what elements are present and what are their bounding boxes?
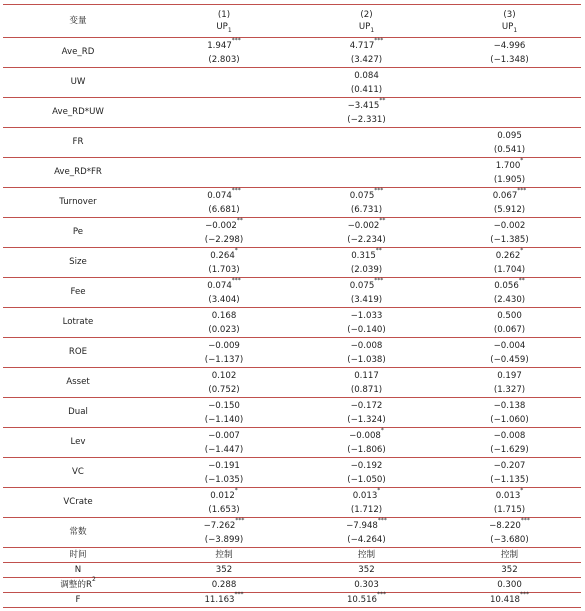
- header-column-3: [438, 5, 581, 38]
- significance-stars: ***: [520, 591, 530, 598]
- coefficient-cell: [295, 278, 438, 308]
- column-number: (2): [360, 10, 373, 20]
- significance-stars: ***: [374, 186, 384, 194]
- t-statistic: (5.912): [493, 204, 526, 215]
- coefficient-value: −0.172: [350, 400, 383, 411]
- coefficient-value: [295, 159, 438, 173]
- coefficient-cell: [438, 458, 581, 488]
- t-statistic: (−4.264): [347, 534, 386, 545]
- table-body: [3, 5, 581, 608]
- coefficient-cell: [438, 128, 581, 158]
- coefficient-value: −0.008: [493, 430, 526, 441]
- statistic-name: 调整的$R^2$: [3, 578, 153, 593]
- coefficient-value: 0.075***: [349, 276, 384, 291]
- variable-name: Ave_RD: [3, 38, 153, 68]
- coefficient-cell: [295, 398, 438, 428]
- coefficient-cell: [438, 158, 581, 188]
- coefficient-cell: [153, 278, 295, 308]
- significance-stars: ***: [520, 516, 530, 524]
- dependent-variable: $UP_1$: [501, 22, 518, 34]
- coefficient-cell: [438, 248, 581, 278]
- variable-name: VC: [3, 458, 153, 488]
- coefficient-value: 0.067***: [492, 186, 527, 201]
- coefficient-value: −0.150: [208, 400, 240, 411]
- summary-row: [3, 593, 581, 608]
- coefficient-cell: [295, 98, 438, 128]
- t-statistic: (1.703): [208, 264, 240, 275]
- coefficient-cell: [295, 428, 438, 458]
- coefficient-value: −0.007: [208, 430, 240, 441]
- t-statistic: (−1.050): [347, 474, 386, 485]
- t-statistic: (0.411): [350, 84, 383, 95]
- t-statistic: (1.905): [493, 174, 526, 185]
- coefficient-cell: [438, 218, 581, 248]
- coefficient-value: 0.117: [354, 370, 379, 381]
- t-statistic: [438, 113, 581, 127]
- coefficient-cell: [438, 488, 581, 518]
- column-number: (1): [217, 10, 231, 20]
- t-statistic: (−1.348): [490, 54, 529, 65]
- table-row: [3, 248, 581, 278]
- significance-stars: **: [379, 216, 386, 224]
- coefficient-cell: [153, 128, 295, 158]
- significance-stars: **: [236, 216, 243, 224]
- significance-stars: ***: [377, 591, 387, 598]
- variable-name: UW: [3, 68, 153, 98]
- significance-stars: **: [379, 96, 386, 104]
- coefficient-cell: [153, 518, 295, 548]
- coefficient-value: 0.074***: [207, 276, 241, 291]
- dependent-variable: $UP_1$: [358, 22, 375, 34]
- table-row: [3, 128, 581, 158]
- coefficient-cell: [153, 158, 295, 188]
- header-variable-label: 变量: [3, 5, 153, 38]
- coefficient-cell: [153, 68, 295, 98]
- summary-row: [3, 548, 581, 563]
- t-statistic: (6.731): [350, 204, 383, 215]
- coefficient-value: −0.008: [350, 340, 383, 351]
- t-statistic: [153, 113, 295, 127]
- t-statistic: (−1.060): [490, 414, 529, 425]
- statistic-value: 控制: [438, 548, 581, 563]
- variable-name: Dual: [3, 398, 153, 428]
- variable-name: Asset: [3, 368, 153, 398]
- variable-name: Fee: [3, 278, 153, 308]
- coefficient-cell: [438, 278, 581, 308]
- significance-stars: **: [375, 246, 382, 254]
- t-statistic: (3.427): [350, 54, 383, 65]
- coefficient-value: −3.415**: [347, 96, 386, 111]
- coefficient-value: −7.262***: [203, 516, 245, 531]
- dependent-variable: $UP_1$: [216, 22, 232, 34]
- table-row: [3, 158, 581, 188]
- coefficient-value: 0.197: [497, 370, 522, 381]
- table-row: [3, 68, 581, 98]
- coefficient-value: −0.207: [493, 460, 526, 471]
- variable-name: Ave_RD*FR: [3, 158, 153, 188]
- coefficient-value: −1.033: [350, 310, 383, 321]
- significance-stars: ***: [231, 276, 241, 284]
- coefficient-cell: [153, 38, 295, 68]
- statistic-name: N: [3, 563, 153, 578]
- significance-stars: *: [377, 486, 381, 494]
- coefficient-cell: [153, 248, 295, 278]
- t-statistic: (−0.140): [347, 324, 386, 335]
- statistic-value: 0.288: [153, 578, 295, 593]
- table-row: [3, 368, 581, 398]
- t-statistic: (−1.629): [490, 444, 529, 455]
- coefficient-value: −0.192: [350, 460, 383, 471]
- coefficient-cell: [295, 158, 438, 188]
- t-statistic: (−1.038): [347, 354, 386, 365]
- t-statistic: (2.803): [208, 54, 240, 65]
- significance-stars: ***: [374, 36, 384, 44]
- coefficient-cell: [295, 68, 438, 98]
- coefficient-cell: [438, 518, 581, 548]
- coefficient-value: 0.013*: [495, 486, 524, 501]
- t-statistic: (0.871): [350, 384, 383, 395]
- header-column-2: [295, 5, 438, 38]
- t-statistic: [295, 143, 438, 157]
- t-statistic: (0.752): [208, 384, 240, 395]
- significance-stars: **: [518, 276, 525, 284]
- significance-stars: *: [234, 246, 238, 254]
- coefficient-value: 0.264*: [210, 246, 238, 261]
- statistic-name: 时间: [3, 548, 153, 563]
- coefficient-cell: [153, 428, 295, 458]
- statistic-value: 0.303: [295, 578, 438, 593]
- coefficient-value: 0.056**: [494, 276, 525, 291]
- significance-stars: *: [520, 486, 524, 494]
- significance-stars: ***: [374, 276, 384, 284]
- coefficient-cell: [153, 218, 295, 248]
- coefficient-value: [153, 69, 295, 83]
- coefficient-value: −7.948***: [346, 516, 387, 531]
- significance-stars: ***: [235, 516, 245, 524]
- t-statistic: (2.039): [350, 264, 383, 275]
- statistic-value: 352: [153, 563, 295, 578]
- significance-stars: *: [234, 486, 238, 494]
- significance-stars: ***: [231, 36, 241, 44]
- regression-table: [3, 4, 581, 608]
- t-statistic: (−2.234): [347, 234, 386, 245]
- coefficient-cell: [295, 488, 438, 518]
- coefficient-value: −0.004: [493, 340, 526, 351]
- coefficient-cell: [153, 338, 295, 368]
- t-statistic: (0.541): [493, 144, 526, 155]
- table-row: [3, 398, 581, 428]
- variable-name: Ave_RD*UW: [3, 98, 153, 128]
- t-statistic: (1.715): [493, 504, 526, 515]
- table-row: [3, 278, 581, 308]
- header-row: [3, 5, 581, 38]
- coefficient-value: [153, 99, 295, 113]
- t-statistic: (−1.137): [204, 354, 244, 365]
- coefficient-cell: [295, 38, 438, 68]
- t-statistic: [153, 173, 295, 187]
- coefficient-cell: [295, 338, 438, 368]
- coefficient-cell: [295, 248, 438, 278]
- variable-name: ROE: [3, 338, 153, 368]
- t-statistic: [295, 173, 438, 187]
- coefficient-value: 0.012*: [210, 486, 238, 501]
- variable-name: Turnover: [3, 188, 153, 218]
- variable-name: Size: [3, 248, 153, 278]
- coefficient-value: 4.717***: [349, 36, 384, 51]
- coefficient-value: [438, 99, 581, 113]
- coefficient-value: 0.084: [354, 70, 379, 81]
- significance-stars: ***: [234, 591, 244, 598]
- statistic-value: 控制: [295, 548, 438, 563]
- statistic-value: 352: [438, 563, 581, 578]
- significance-stars: *: [520, 156, 524, 164]
- coefficient-cell: [438, 428, 581, 458]
- coefficient-value: 1.947***: [207, 36, 241, 51]
- coefficient-value: −0.191: [208, 460, 240, 471]
- coefficient-cell: [153, 368, 295, 398]
- t-statistic: [438, 83, 581, 97]
- t-statistic: [153, 143, 295, 157]
- column-number: (3): [503, 10, 516, 20]
- coefficient-cell: [153, 188, 295, 218]
- table-row: [3, 518, 581, 548]
- coefficient-value: 1.700*: [495, 156, 524, 171]
- table-row: [3, 218, 581, 248]
- variable-name: 常数: [3, 518, 153, 548]
- coefficient-value: 0.013*: [352, 486, 381, 501]
- coefficient-value: 0.500: [497, 310, 522, 321]
- coefficient-cell: [153, 98, 295, 128]
- table-row: [3, 488, 581, 518]
- t-statistic: (−3.680): [490, 534, 529, 545]
- coefficient-value: 0.262*: [495, 246, 524, 261]
- t-statistic: (−1.135): [490, 474, 529, 485]
- coefficient-value: −0.008*: [349, 426, 384, 441]
- coefficient-cell: [295, 368, 438, 398]
- statistic-value: 10.418***: [438, 593, 581, 608]
- coefficient-cell: [153, 398, 295, 428]
- coefficient-cell: [438, 98, 581, 128]
- table-row: [3, 188, 581, 218]
- variable-name: VCrate: [3, 488, 153, 518]
- coefficient-cell: [295, 518, 438, 548]
- t-statistic: (0.067): [493, 324, 526, 335]
- coefficient-cell: [295, 308, 438, 338]
- t-statistic: (−1.035): [204, 474, 244, 485]
- table-row: [3, 428, 581, 458]
- t-statistic: (0.023): [208, 324, 240, 335]
- coefficient-value: 0.168: [211, 310, 237, 321]
- coefficient-value: 0.102: [211, 370, 237, 381]
- coefficient-cell: [295, 128, 438, 158]
- coefficient-cell: [438, 68, 581, 98]
- coefficient-value: 0.315**: [351, 246, 382, 261]
- t-statistic: (3.419): [350, 294, 383, 305]
- t-statistic: (1.653): [208, 504, 240, 515]
- t-statistic: (3.404): [208, 294, 240, 305]
- coefficient-value: [153, 159, 295, 173]
- statistic-value: 0.300: [438, 578, 581, 593]
- t-statistic: (−1.806): [347, 444, 386, 455]
- coefficient-value: [295, 129, 438, 143]
- variable-name: Lotrate: [3, 308, 153, 338]
- coefficient-value: 0.095: [497, 130, 522, 141]
- coefficient-value: [153, 129, 295, 143]
- coefficient-value: −4.996: [493, 40, 526, 51]
- coefficient-cell: [295, 218, 438, 248]
- statistic-name: F: [3, 593, 153, 608]
- statistic-value: 11.163***: [153, 593, 295, 608]
- variable-name: FR: [3, 128, 153, 158]
- table-row: [3, 38, 581, 68]
- significance-stars: ***: [377, 516, 387, 524]
- t-statistic: (1.712): [350, 504, 383, 515]
- statistic-value: 10.516***: [295, 593, 438, 608]
- coefficient-value: 0.074***: [207, 186, 241, 201]
- t-statistic: (−3.899): [204, 534, 244, 545]
- table-row: [3, 308, 581, 338]
- table-row: [3, 458, 581, 488]
- coefficient-cell: [153, 488, 295, 518]
- coefficient-cell: [438, 188, 581, 218]
- t-statistic: (6.681): [208, 204, 240, 215]
- variable-name: Pe: [3, 218, 153, 248]
- coefficient-cell: [438, 398, 581, 428]
- t-statistic: (−1.140): [204, 414, 244, 425]
- coefficient-cell: [438, 338, 581, 368]
- significance-stars: *: [520, 246, 524, 254]
- coefficient-cell: [438, 308, 581, 338]
- t-statistic: (−0.459): [490, 354, 529, 365]
- coefficient-value: 0.075***: [349, 186, 384, 201]
- statistic-value: 控制: [153, 548, 295, 563]
- coefficient-cell: [295, 188, 438, 218]
- coefficient-value: −0.009: [208, 340, 240, 351]
- significance-stars: *: [380, 426, 384, 434]
- coefficient-cell: [153, 458, 295, 488]
- coefficient-cell: [438, 368, 581, 398]
- coefficient-value: [438, 69, 581, 83]
- coefficient-value: −0.002**: [205, 216, 243, 231]
- t-statistic: (−1.324): [347, 414, 386, 425]
- variable-name: Lev: [3, 428, 153, 458]
- coefficient-value: −0.002**: [347, 216, 386, 231]
- significance-stars: ***: [517, 186, 527, 194]
- table-row: [3, 98, 581, 128]
- coefficient-value: −8.220***: [489, 516, 530, 531]
- summary-row: [3, 578, 581, 593]
- coefficient-cell: [153, 308, 295, 338]
- statistic-value: 352: [295, 563, 438, 578]
- coefficient-cell: [438, 38, 581, 68]
- coefficient-value: −0.002: [493, 220, 526, 231]
- t-statistic: (2.430): [493, 294, 526, 305]
- t-statistic: [153, 83, 295, 97]
- header-column-1: [153, 5, 295, 38]
- coefficient-cell: [295, 458, 438, 488]
- t-statistic: (−2.298): [204, 234, 244, 245]
- coefficient-value: −0.138: [493, 400, 526, 411]
- t-statistic: (−2.331): [347, 114, 386, 125]
- t-statistic: (1.704): [493, 264, 526, 275]
- significance-stars: ***: [231, 186, 241, 194]
- t-statistic: (1.327): [493, 384, 526, 395]
- summary-row: [3, 563, 581, 578]
- table-row: [3, 338, 581, 368]
- t-statistic: (−1.447): [204, 444, 244, 455]
- t-statistic: (−1.385): [490, 234, 529, 245]
